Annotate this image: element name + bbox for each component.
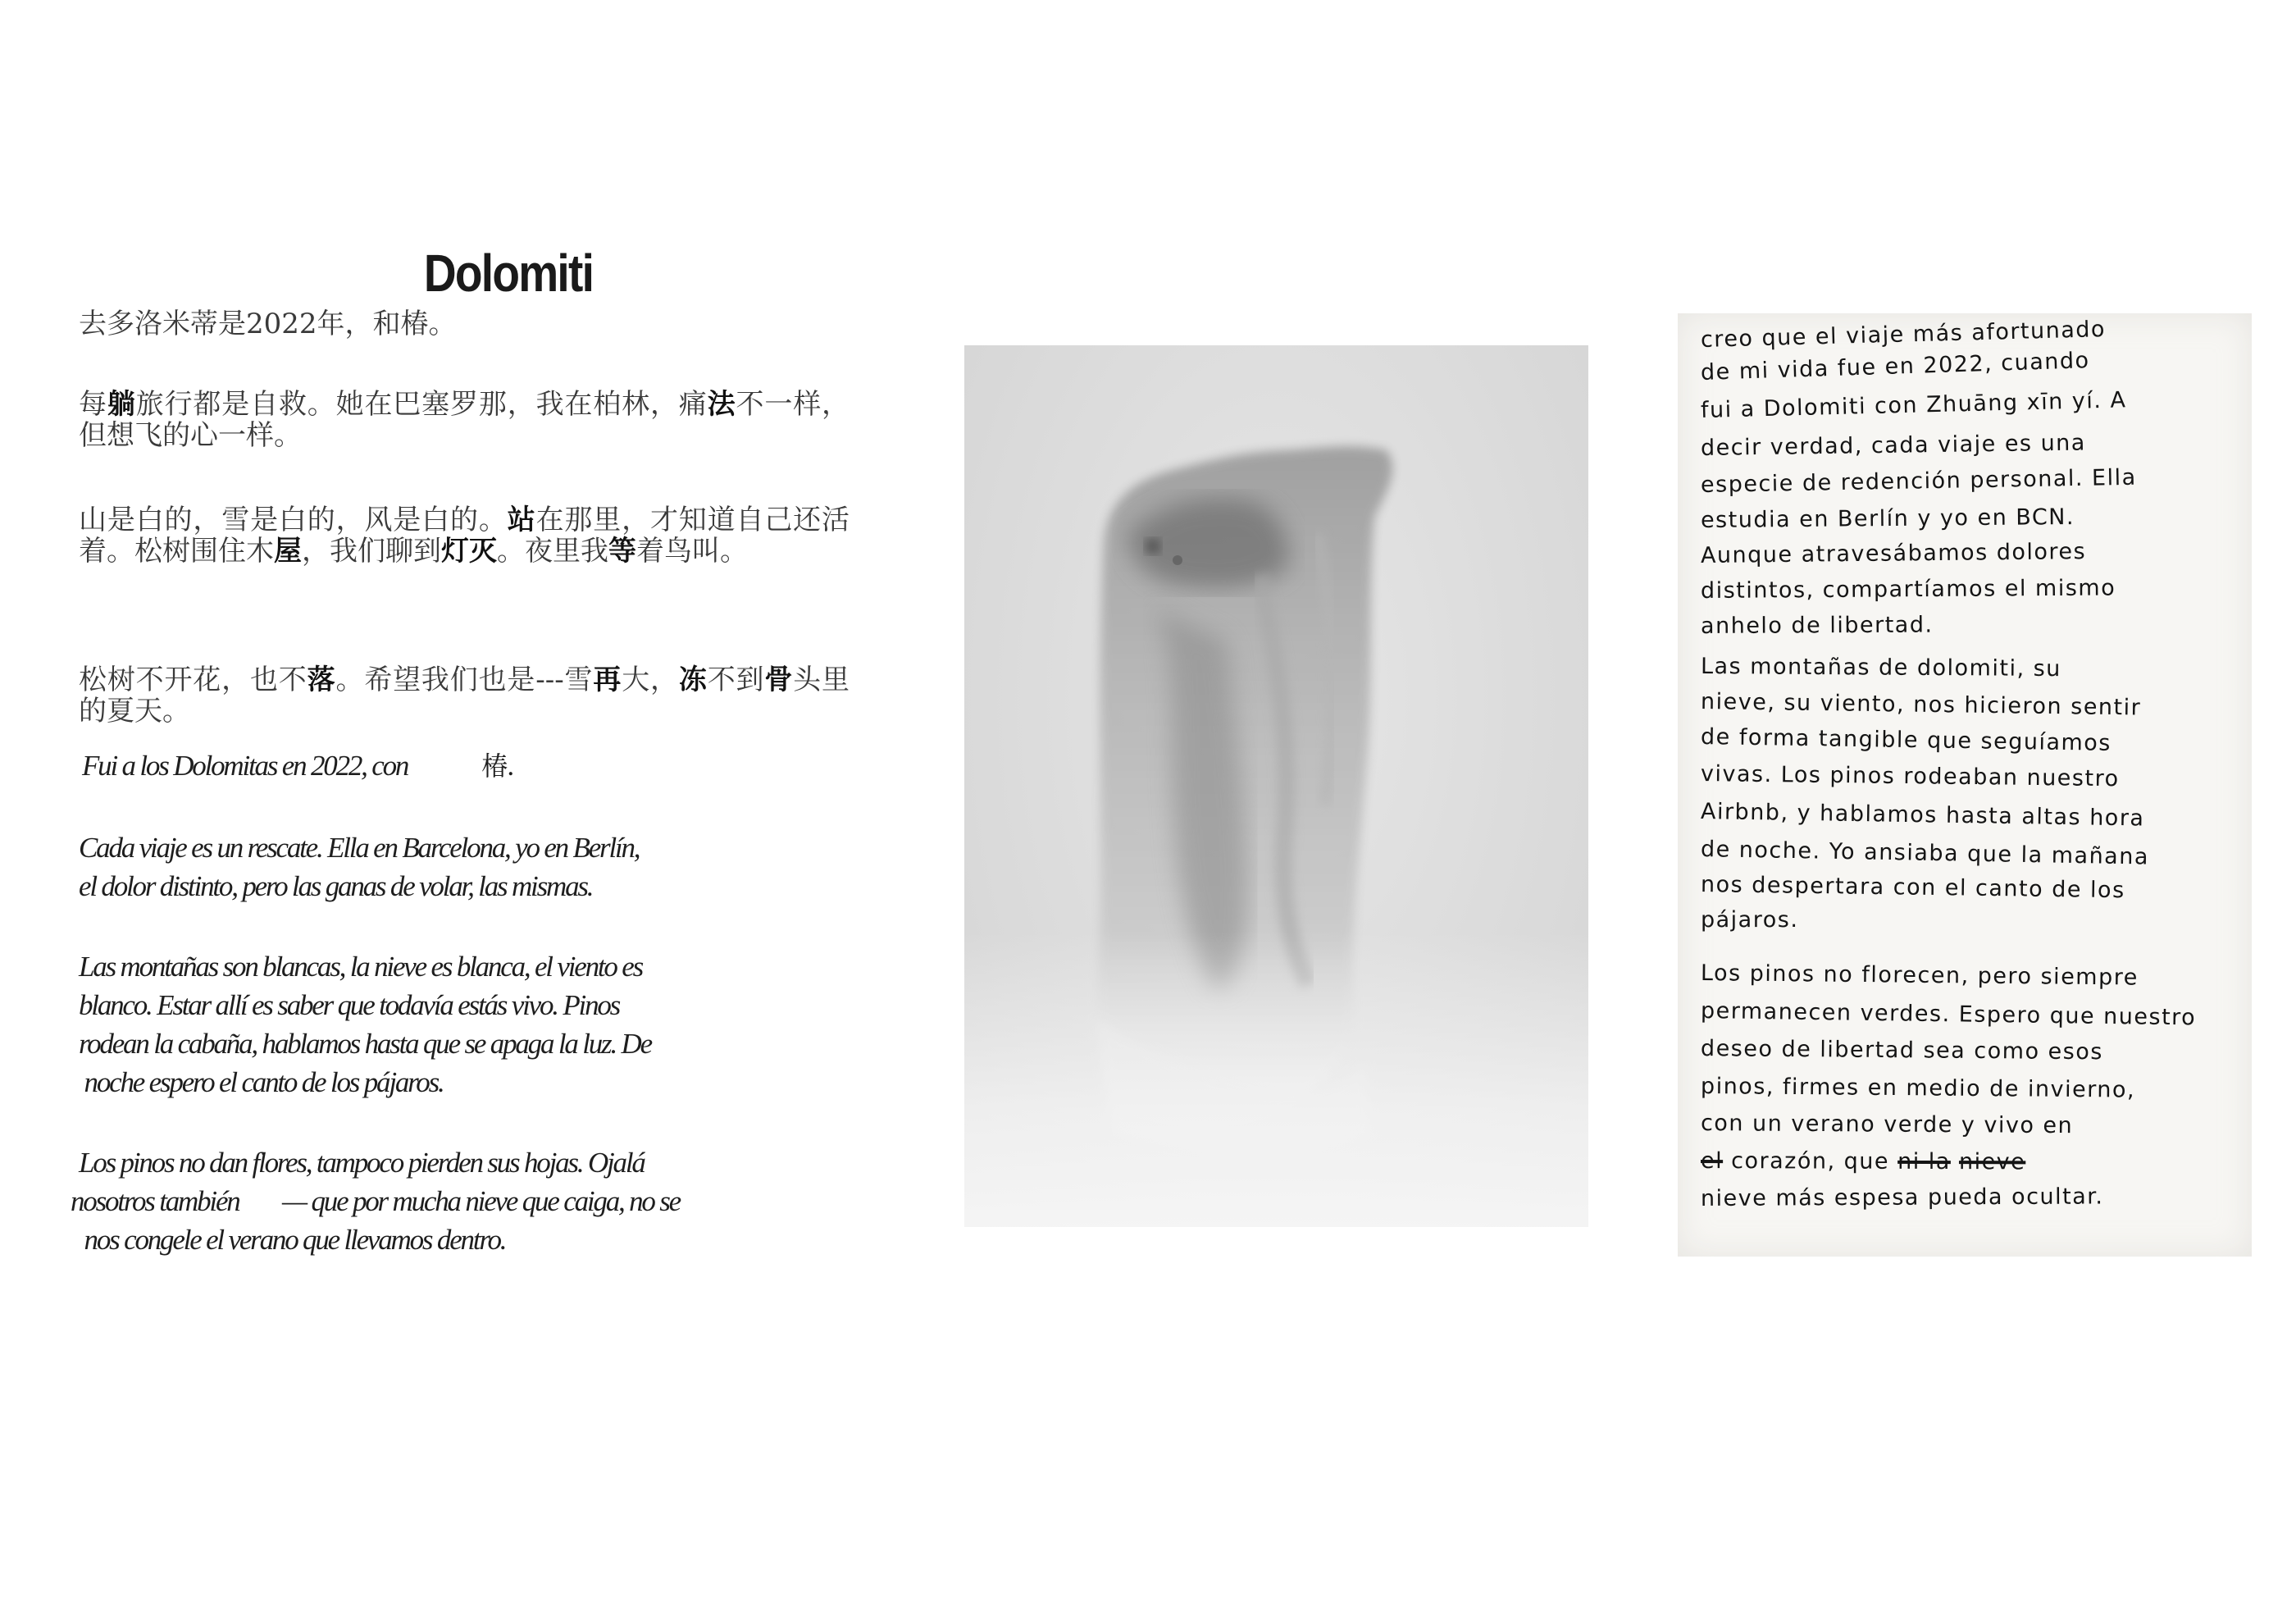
handwritten-line: fui a Dolomiti con Zhuāng xīn yí. A [1700,387,2127,423]
spanish-line-1-name: 椿 [481,750,508,782]
ink-painting-image [964,345,1588,1227]
text-segment: 山是白的，雪是白的，风是白的。 [79,504,508,536]
handwritten-line: distintos, compartíamos el mismo [1700,575,2116,604]
handwritten-line: con un verano verde y vivo en [1700,1111,2074,1139]
bold-character: 法 [707,388,736,421]
text-segment: 每 [79,388,107,421]
struck-word: el [1700,1148,1724,1175]
chinese-paragraph-1: 去多洛米蒂是2022年，和椿。 [79,308,457,340]
page-title: Dolomiti [423,244,594,303]
handwritten-text: corazón, que [1723,1148,1898,1175]
handwritten-line: pájaros. [1701,907,1799,933]
bold-character: 落 [307,664,336,696]
handwritten-line: Airbnb, y hablamos hasta altas hora [1700,799,2145,832]
text-segment: 。希望我们也是---雪 [335,664,594,696]
handwritten-line: nieve, su viento, nos hicieron sentir [1700,689,2142,721]
text-segment: 头里的夏天。 [79,664,850,728]
handwritten-line: especie de redención personal. Ella [1700,464,2137,498]
bold-character: 骨 [764,664,794,696]
spanish-line: Las montañas son blancas, la nieve es blanca, el viento es [79,951,643,983]
spanish-line: rodean la cabaña, hablamos hasta que se apaga la luz. De [79,1028,651,1060]
spanish-line: nosotros también — que por mucha nieve que caiga, no se [71,1185,681,1217]
chinese-paragraph-2 [79,389,850,451]
handwritten-line: vivas. Los pinos rodeaban nuestro [1700,761,2120,792]
handwritten-line: pinos, firmes en medio de invierno, [1700,1074,2136,1103]
bold-character: 屋 [274,535,302,568]
struck-word: nieve [1958,1149,2026,1175]
spanish-line: noche espero el canto de los pájaros. [79,1066,444,1098]
text-segment: ，我们聊到 [302,535,441,568]
spanish-line: el dolor distinto, pero las ganas de volar, las mismas. [79,870,593,902]
chinese-paragraph-3 [79,504,850,567]
handwritten-line: deseo de libertad sea como esos [1700,1036,2104,1065]
text-segment: 旅行都是自救。她在巴塞罗那，我在柏林，痛 [135,388,708,421]
text-segment: 着鸟叫。 [636,535,748,568]
bold-character: 站 [507,504,536,536]
bold-character: 等 [608,535,636,568]
bold-character: 冻 [678,664,708,696]
text-segment: 大， [622,664,679,696]
handwritten-line: nieve más espesa pueda ocultar. [1700,1184,2104,1211]
struck-word: ni la [1897,1148,1951,1175]
text-segment: 在那里，才知道自己还活着。松树围住木 [79,504,850,568]
handwritten-line: Aunque atravesábamos dolores [1700,539,2087,568]
handwritten-line: permanecen verdes. Espero que nuestro [1700,998,2197,1031]
handwritten-line: creo que el viaje más afortunado [1700,317,2107,353]
bold-character: 躺 [107,388,136,421]
handwritten-line: decir verdad, cada viaje es una [1700,430,2087,461]
handwritten-line [1701,1148,2025,1175]
handwritten-note [1678,313,2252,1257]
text-segment: 不到 [707,664,765,696]
handwritten-line: nos despertara con el canto de los [1700,872,2125,904]
handwritten-line: de noche. Yo ansiaba que la mañana [1700,837,2150,870]
spanish-line-1-end: . [508,750,513,782]
chinese-paragraph-4 [79,664,850,727]
text-segment: 松树不开花，也不 [79,664,308,696]
handwritten-line: estudia en Berlín y yo en BCN. [1700,504,2075,533]
handwritten-line: Los pinos no florecen, pero siempre [1700,960,2139,991]
text-segment: 。夜里我 [497,535,608,568]
spanish-line: blanco. Estar allí es saber que todavía estás vivo. Pinos [79,989,620,1021]
text-segment: 不一样，但想飞的心一样。 [79,388,850,452]
spanish-line: nos congele el verano que llevamos dentro. [79,1224,506,1256]
handwritten-line: Las montañas de dolomiti, su [1700,654,2061,682]
spanish-line-1 [82,746,820,786]
spanish-line-1-text: Fui a los Dolomitas en 2022, con [82,750,408,782]
bold-character: 灯灭 [441,535,497,568]
handwritten-line: de mi vida fue en 2022, cuando [1700,348,2090,385]
spanish-line: Cada viaje es un rescate. Ella en Barcelona, yo en Berlín, [79,832,640,864]
ink-painting-icon [964,345,1588,1227]
spanish-line: Los pinos no dan flores, tampoco pierden sus hojas. Ojalá [79,1147,645,1179]
handwritten-line: anhelo de libertad. [1700,612,1934,639]
handwritten-line: de forma tangible que seguíamos [1700,724,2112,756]
bold-character: 再 [593,664,622,696]
